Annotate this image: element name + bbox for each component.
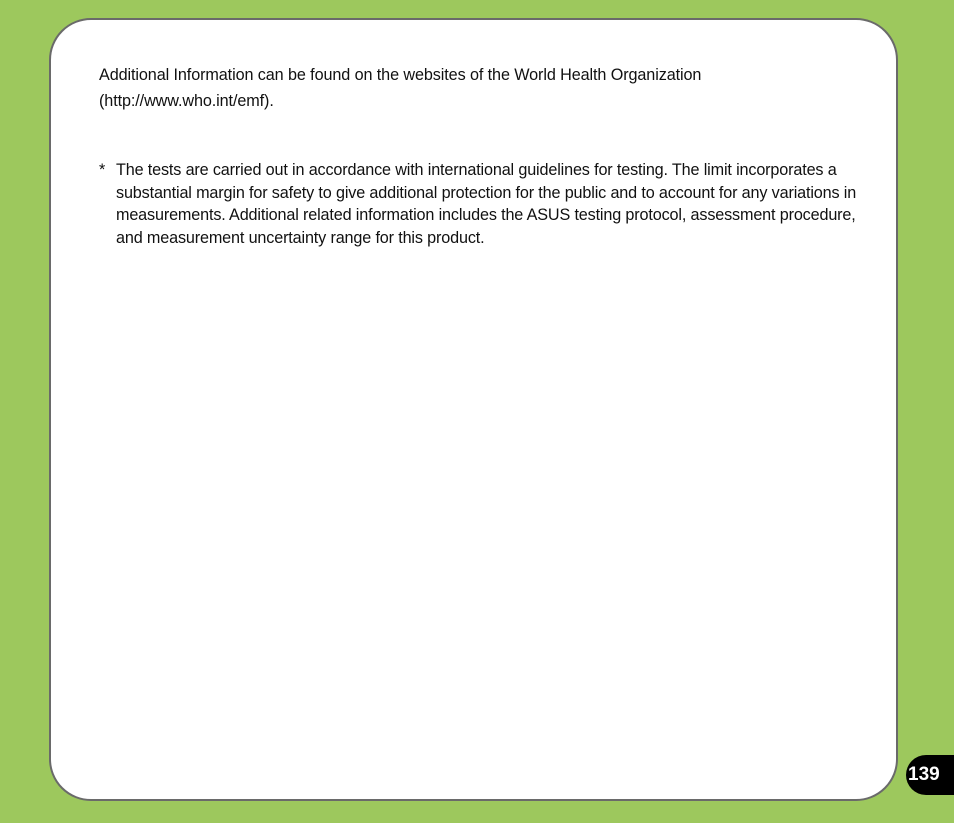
footnote-asterisk: * bbox=[99, 161, 106, 179]
who-info-line: Additional Information can be found on the websites of the World Health Organization bbox=[99, 66, 702, 84]
who-info-paragraph bbox=[99, 62, 799, 114]
page-number: 139 bbox=[906, 755, 954, 795]
testing-footnote bbox=[99, 159, 879, 249]
who-url-line: (http://www.who.int/emf). bbox=[99, 92, 274, 110]
footnote-text: The tests are carried out in accordance with international guidelines for testing. The limit incorporates a substantial margin for safety to give additional protection for the public and to account for any variations in measurements. Additional related information includes the ASUS testing protocol, assessment procedure, and measurement uncertainty range for this product. bbox=[116, 161, 857, 247]
page-card bbox=[49, 18, 898, 801]
